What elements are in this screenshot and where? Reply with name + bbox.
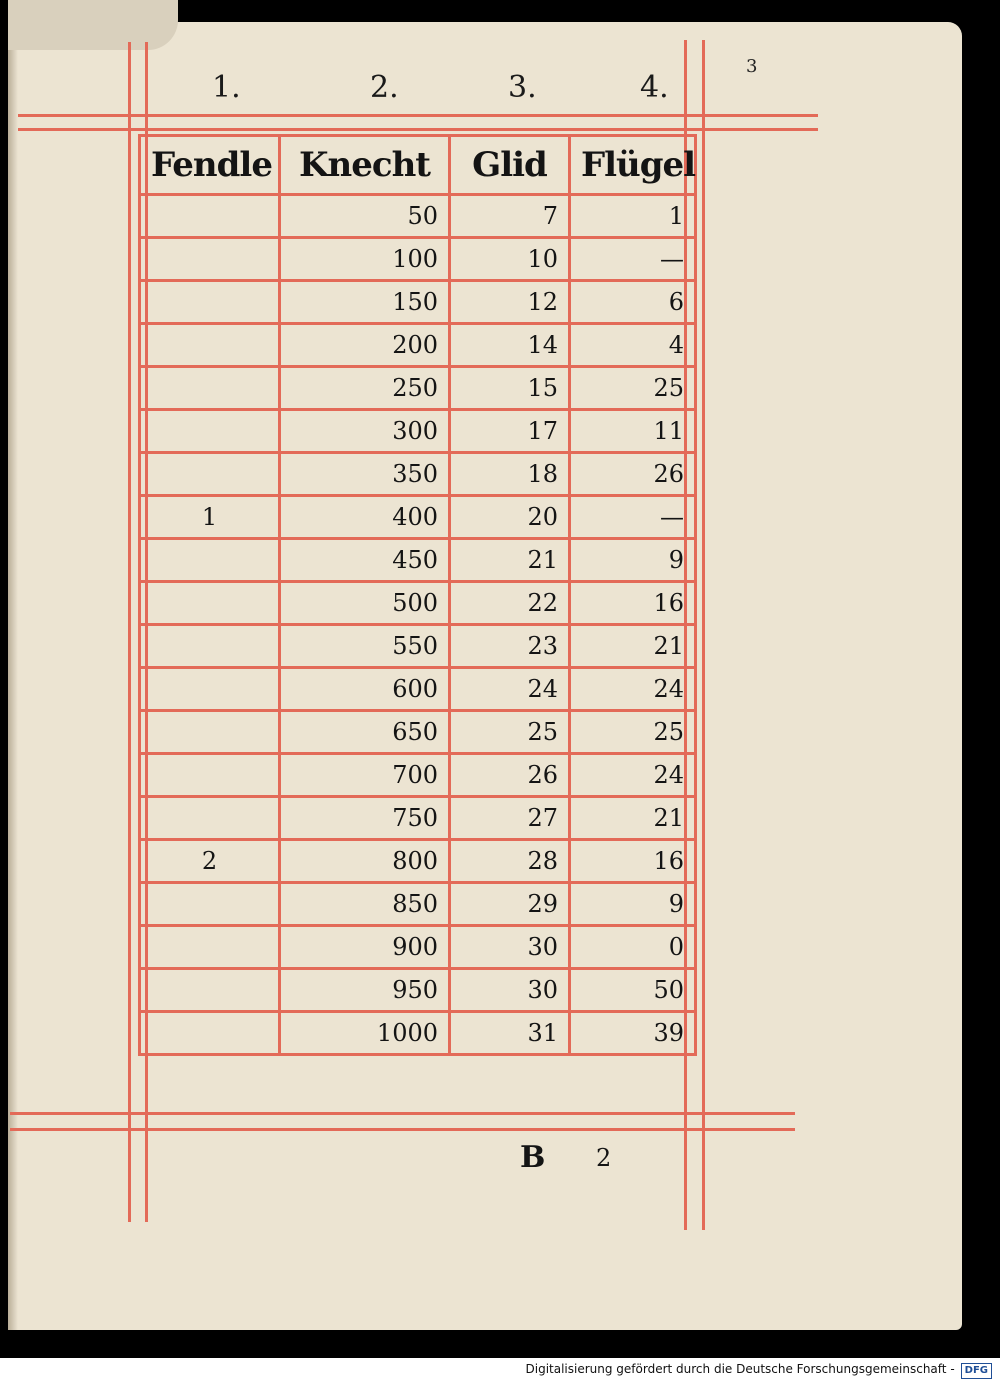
column-number-4: 4. xyxy=(640,70,669,105)
table-row xyxy=(140,539,696,582)
table-cell-fendle: 1 xyxy=(140,496,280,539)
table-cell-glid: 30 xyxy=(450,969,570,1012)
signature-mark: B xyxy=(520,1140,546,1175)
table-cell-knecht: 100 xyxy=(280,238,450,281)
table-cell-glid: 20 xyxy=(450,496,570,539)
table-cell-glid: 22 xyxy=(450,582,570,625)
table-cell-glid: 31 xyxy=(450,1012,570,1055)
table-row xyxy=(140,195,696,238)
table-cell-fendle xyxy=(140,1012,280,1055)
table-cell-glid: 7 xyxy=(450,195,570,238)
table-cell-fendle xyxy=(140,453,280,496)
table-cell-fendle xyxy=(140,238,280,281)
table-cell-knecht: 900 xyxy=(280,926,450,969)
table-cell-fendle xyxy=(140,754,280,797)
table-cell-knecht: 950 xyxy=(280,969,450,1012)
table-cell-glid: 27 xyxy=(450,797,570,840)
table-row xyxy=(140,883,696,926)
table-cell-fluegel: — xyxy=(570,238,696,281)
footer-bar xyxy=(0,1358,1000,1380)
header-glid: Glid xyxy=(450,136,570,195)
table-cell-glid: 17 xyxy=(450,410,570,453)
table-cell-fluegel: 16 xyxy=(570,840,696,883)
table-row xyxy=(140,711,696,754)
table-row xyxy=(140,840,696,883)
table-cell-fendle xyxy=(140,410,280,453)
column-number-3: 3. xyxy=(508,70,537,105)
table-cell-fluegel: 24 xyxy=(570,668,696,711)
table-cell-fluegel: 6 xyxy=(570,281,696,324)
rule-horizontal-bottom-b xyxy=(10,1128,795,1131)
rule-horizontal-top-b xyxy=(18,128,818,131)
table-cell-knecht: 700 xyxy=(280,754,450,797)
table-cell-fendle xyxy=(140,711,280,754)
table-cell-fendle xyxy=(140,324,280,367)
rule-horizontal-bottom-a xyxy=(10,1112,795,1115)
table-cell-fluegel: 11 xyxy=(570,410,696,453)
table-cell-knecht: 50 xyxy=(280,195,450,238)
table-cell-glid: 26 xyxy=(450,754,570,797)
data-table xyxy=(138,134,697,1056)
signature-number: 2 xyxy=(596,1144,612,1172)
table-cell-glid: 24 xyxy=(450,668,570,711)
table-cell-glid: 29 xyxy=(450,883,570,926)
table-row xyxy=(140,969,696,1012)
header-knecht: Knecht xyxy=(280,136,450,195)
table-cell-glid: 28 xyxy=(450,840,570,883)
table-cell-fluegel: 16 xyxy=(570,582,696,625)
table-cell-glid: 14 xyxy=(450,324,570,367)
table-body xyxy=(140,195,696,1055)
table-cell-fluegel: 25 xyxy=(570,711,696,754)
table-cell-fluegel: 39 xyxy=(570,1012,696,1055)
table-cell-glid: 23 xyxy=(450,625,570,668)
table-cell-knecht: 650 xyxy=(280,711,450,754)
table-row xyxy=(140,453,696,496)
table-cell-fluegel: 0 xyxy=(570,926,696,969)
table-cell-knecht: 1000 xyxy=(280,1012,450,1055)
table-cell-fendle xyxy=(140,367,280,410)
table-cell-fluegel: — xyxy=(570,496,696,539)
table-row xyxy=(140,625,696,668)
table-cell-fendle xyxy=(140,797,280,840)
page-corner-fold xyxy=(8,0,178,50)
table-cell-fendle xyxy=(140,668,280,711)
table-row xyxy=(140,1012,696,1055)
table-row xyxy=(140,238,696,281)
table-cell-knecht: 550 xyxy=(280,625,450,668)
table-cell-fendle xyxy=(140,281,280,324)
table-cell-glid: 15 xyxy=(450,367,570,410)
table-cell-knecht: 250 xyxy=(280,367,450,410)
header-fluegel: Flügel xyxy=(570,136,696,195)
table-cell-knecht: 400 xyxy=(280,496,450,539)
table-row xyxy=(140,926,696,969)
table-cell-fluegel: 26 xyxy=(570,453,696,496)
table-cell-knecht: 300 xyxy=(280,410,450,453)
table-row xyxy=(140,367,696,410)
footer-text: Digitalisierung gefördert durch die Deutsche Forschungsgemeinschaft - xyxy=(525,1362,955,1376)
page-spine-shadow xyxy=(8,22,18,1330)
table-cell-knecht: 450 xyxy=(280,539,450,582)
table-cell-fendle xyxy=(140,582,280,625)
table-cell-glid: 30 xyxy=(450,926,570,969)
table-header-row xyxy=(140,136,696,195)
table-cell-fluegel: 50 xyxy=(570,969,696,1012)
table-cell-knecht: 200 xyxy=(280,324,450,367)
table-cell-glid: 12 xyxy=(450,281,570,324)
table-row xyxy=(140,797,696,840)
table-cell-fluegel: 4 xyxy=(570,324,696,367)
table-cell-knecht: 500 xyxy=(280,582,450,625)
table-row xyxy=(140,582,696,625)
rule-vertical-left-a xyxy=(128,42,131,1222)
rule-horizontal-top-a xyxy=(18,114,818,117)
table-row xyxy=(140,324,696,367)
table-cell-fendle xyxy=(140,883,280,926)
dfg-logo: DFG xyxy=(961,1363,992,1379)
table-cell-fendle xyxy=(140,195,280,238)
column-number-1: 1. xyxy=(212,70,241,105)
table-cell-fluegel: 25 xyxy=(570,367,696,410)
table-cell-glid: 18 xyxy=(450,453,570,496)
table-cell-knecht: 800 xyxy=(280,840,450,883)
table-cell-fluegel: 9 xyxy=(570,539,696,582)
table-cell-glid: 10 xyxy=(450,238,570,281)
table-cell-knecht: 750 xyxy=(280,797,450,840)
table-cell-fendle xyxy=(140,625,280,668)
table-cell-fluegel: 24 xyxy=(570,754,696,797)
table-cell-fendle xyxy=(140,539,280,582)
table-cell-fluegel: 9 xyxy=(570,883,696,926)
table-row xyxy=(140,754,696,797)
table-cell-glid: 25 xyxy=(450,711,570,754)
table-cell-fendle xyxy=(140,926,280,969)
page-number: 3 xyxy=(746,56,758,77)
table-cell-fendle: 2 xyxy=(140,840,280,883)
table-cell-fluegel: 21 xyxy=(570,797,696,840)
header-fendle: Fendle xyxy=(140,136,280,195)
table-row xyxy=(140,281,696,324)
table-cell-knecht: 350 xyxy=(280,453,450,496)
column-number-2: 2. xyxy=(370,70,399,105)
table-cell-glid: 21 xyxy=(450,539,570,582)
table-row xyxy=(140,410,696,453)
table-cell-fluegel: 21 xyxy=(570,625,696,668)
table-cell-knecht: 850 xyxy=(280,883,450,926)
table-row xyxy=(140,668,696,711)
table-cell-fluegel: 1 xyxy=(570,195,696,238)
table-row xyxy=(140,496,696,539)
table-cell-fendle xyxy=(140,969,280,1012)
table-cell-knecht: 600 xyxy=(280,668,450,711)
table-cell-knecht: 150 xyxy=(280,281,450,324)
rule-vertical-right-b xyxy=(702,40,705,1230)
